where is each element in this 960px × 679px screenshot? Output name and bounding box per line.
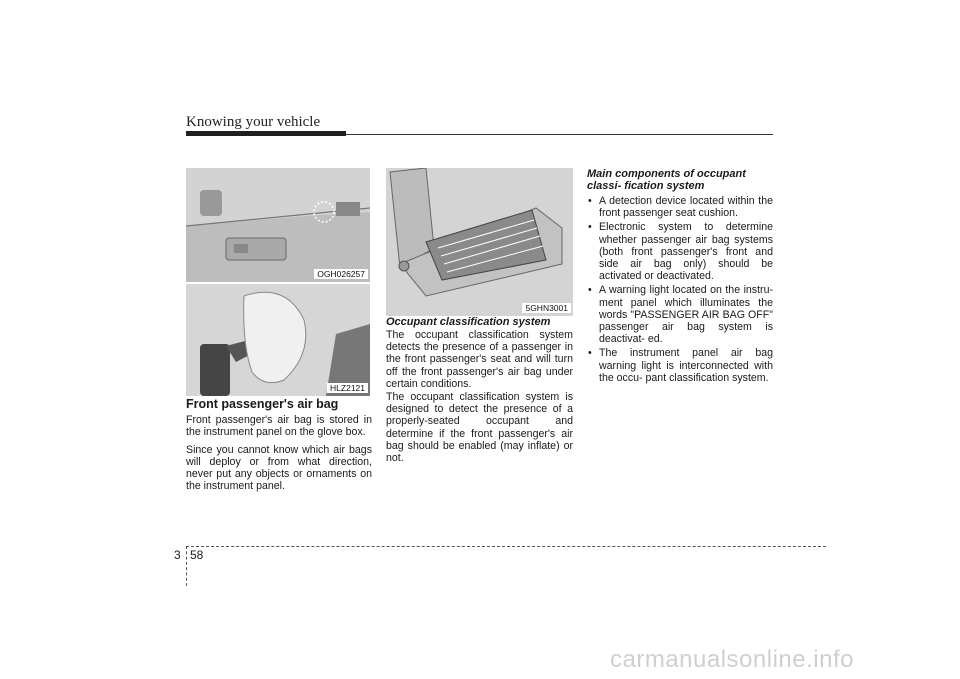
footer-rule: [186, 546, 826, 547]
list-item: • The instrument panel air bag warning light is interconnected with the occu- pant classification system.: [587, 347, 773, 384]
figure-label: 5GHN3001: [522, 303, 571, 313]
section-subheading: Occupant classification system: [386, 316, 551, 328]
watermark: carmanualsonline.info: [610, 646, 854, 673]
dashboard-illustration: [186, 168, 370, 282]
paragraph: Since you cannot know which air bags will deploy or from what direction, never put any objects or ornaments on the instrument panel.: [186, 443, 372, 493]
component-list: [587, 195, 773, 384]
paragraph: The occupant classification system detects the presence of a passenger in the front passenger's seat and will turn off the front passenger's air bag under certain conditions.: [386, 329, 573, 390]
right-column: [587, 168, 773, 386]
airbag-deploy-figure: [186, 284, 370, 396]
list-item: • Electronic system to determine whether passenger air bag systems (both front passenger's front and side air bag only) should be activated or deactivated.: [587, 221, 773, 282]
section-heading: Front passenger's air bag: [186, 397, 339, 411]
header-rule-thin: [346, 134, 773, 135]
page-number: 58: [190, 548, 204, 562]
seat-sensor-figure: [386, 168, 573, 316]
middle-column: [386, 316, 573, 469]
footer-vertical-rule: [186, 546, 187, 586]
header-rule-thick: [186, 131, 346, 136]
list-item: • A detection device located within the front passenger seat cushion.: [587, 195, 773, 219]
seat-illustration: [386, 168, 573, 316]
list-item: • A warning light located on the instru- ment panel which illuminates the words "PASSENGER AIR BAG OFF" passenger air bag system is deactivat- ed.: [587, 284, 773, 345]
chapter-number: 3: [174, 548, 181, 562]
figure-label: HLZ2121: [327, 383, 368, 393]
airbag-illustration: [186, 284, 370, 396]
dashboard-glovebox-figure: [186, 168, 370, 282]
section-subheading: Main components of occupant classi- fication system: [587, 168, 746, 192]
paragraph: The occupant classification system is designed to detect the presence of a properly-seated occupant and determine if the front passenger's air bag should be enabled (may inflate) or not.: [386, 391, 573, 465]
left-column: [186, 398, 372, 497]
figure-label: OGH026257: [314, 269, 368, 279]
paragraph: Front passenger's air bag is stored in the instrument panel on the glove box.: [186, 414, 372, 439]
header-title: Knowing your vehicle: [186, 114, 321, 130]
